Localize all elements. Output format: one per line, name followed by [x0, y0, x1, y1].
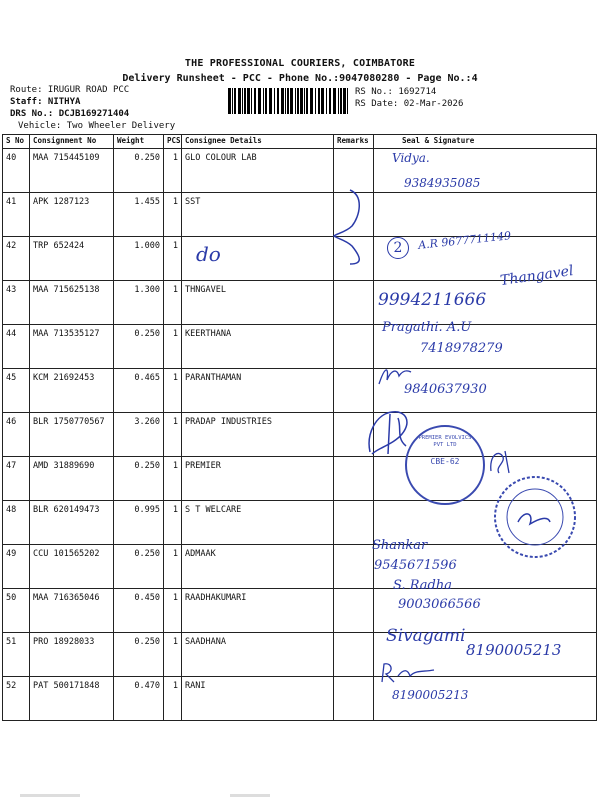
route-label: Route: IRUGUR ROAD PCC: [10, 85, 130, 95]
cell-consignee: S T WELCARE: [182, 501, 334, 545]
cell-consignment: MAA 716365046: [30, 589, 114, 633]
table-row: [3, 369, 597, 413]
barcode-bar: [281, 88, 284, 114]
table-row: [3, 677, 597, 721]
signature-row-44: Pragathi. A.U: [382, 320, 472, 335]
vehicle-label: Vehicle: Two Wheeler Delivery: [18, 121, 176, 131]
cell-remarks: [334, 325, 374, 369]
barcode-bar: [244, 88, 246, 114]
runsheet-table: [2, 134, 597, 721]
barcode-bar: [287, 88, 289, 114]
cell-weight: 3.260: [114, 413, 164, 457]
table-row: [3, 149, 597, 193]
col-remarks: Remarks: [334, 135, 374, 149]
barcode-bar: [228, 88, 231, 114]
cell-remarks: [334, 501, 374, 545]
cell-weight: 0.450: [114, 589, 164, 633]
barcode-bar: [234, 88, 236, 114]
barcode-bar: [242, 88, 243, 114]
cell-weight: 1.300: [114, 281, 164, 325]
cell-pcs: 1: [164, 237, 182, 281]
cell-consignee: ADMAAK: [182, 545, 334, 589]
cell-pcs: 1: [164, 589, 182, 633]
barcode-bar: [300, 88, 303, 114]
phone-row-40: 9384935085: [404, 176, 481, 190]
cell-sno: 43: [3, 281, 30, 325]
cell-consignment: PRO 18928033: [30, 633, 114, 677]
barcode-bar: [338, 88, 339, 114]
cell-remarks: [334, 633, 374, 677]
cell-consignee: RAADHAKUMARI: [182, 589, 334, 633]
barcode-bar: [232, 88, 233, 114]
cell-sno: 44: [3, 325, 30, 369]
barcode-bar: [238, 88, 241, 114]
table-row: [3, 589, 597, 633]
barcode-bar: [321, 88, 324, 114]
cell-sno: 47: [3, 457, 30, 501]
round-stamp-row-48: [490, 472, 580, 562]
cell-sno: 50: [3, 589, 30, 633]
cell-consignment: MAA 715625138: [30, 281, 114, 325]
rs-number: RS No.: 1692714: [355, 87, 437, 97]
col-sno: S No: [3, 135, 30, 149]
barcode-bar: [254, 88, 256, 114]
barcode-bar: [347, 88, 348, 114]
cell-weight: 0.250: [114, 545, 164, 589]
company-stamp: [405, 425, 485, 505]
cell-signature: [374, 193, 597, 237]
signature-row-52: [378, 660, 438, 686]
drs-number: DRS No.: DCJB169271404: [10, 109, 130, 119]
cell-consignment: MAA 713535127: [30, 325, 114, 369]
staff-label: Staff: NITHYA: [10, 97, 81, 107]
cell-sno: 40: [3, 149, 30, 193]
barcode-bar: [269, 88, 272, 114]
cell-pcs: 1: [164, 501, 182, 545]
barcode-bar: [326, 88, 327, 114]
cell-consignment: BLR 1750770567: [30, 413, 114, 457]
cell-weight: 1.455: [114, 193, 164, 237]
cell-consignee: PRADAP INDUSTRIES: [182, 413, 334, 457]
cell-pcs: 1: [164, 149, 182, 193]
phone-row-43: 9994211666: [378, 290, 487, 310]
circled-count: 2: [387, 237, 409, 259]
signature-row-49: Shankar: [372, 538, 428, 553]
barcode-bar: [297, 88, 299, 114]
cell-consignment: TRP 652424: [30, 237, 114, 281]
cell-weight: 1.000: [114, 237, 164, 281]
cell-sno: 46: [3, 413, 30, 457]
footer-edge: [0, 790, 600, 800]
barcode-bar: [274, 88, 275, 114]
cell-consignee: GLO COLOUR LAB: [182, 149, 334, 193]
barcode-bar: [315, 88, 316, 114]
cell-pcs: 1: [164, 281, 182, 325]
barcode-bar: [318, 88, 320, 114]
barcode-bar: [277, 88, 279, 114]
cell-pcs: 1: [164, 457, 182, 501]
cell-pcs: 1: [164, 545, 182, 589]
cell-sno: 49: [3, 545, 30, 589]
col-consignee: Consignee Details: [182, 135, 334, 149]
phone-row-49: 9545671596: [374, 558, 457, 573]
cell-sno: 45: [3, 369, 30, 413]
barcode-bar: [258, 88, 261, 114]
phone-row-45: 9840637930: [404, 382, 487, 397]
signature-row-40: Vidya.: [392, 151, 430, 165]
cell-remarks: [334, 281, 374, 325]
barcode-bar: [263, 88, 264, 114]
cell-sno: 42: [3, 237, 30, 281]
cell-consignment: AMD 31889690: [30, 457, 114, 501]
cell-sno: 51: [3, 633, 30, 677]
cell-sno: 41: [3, 193, 30, 237]
ditto-mark: do: [196, 242, 221, 266]
cell-weight: 0.470: [114, 677, 164, 721]
signature-row-43: Thangavel: [499, 262, 575, 290]
cell-weight: 0.250: [114, 633, 164, 677]
cell-consignee: SAADHANA: [182, 633, 334, 677]
runsheet-subtitle: Delivery Runsheet - PCC - Phone No.:9047080280 - Page No.:4: [122, 73, 478, 84]
barcode-bar: [247, 88, 250, 114]
signature-row-50: S. Radha: [393, 578, 452, 593]
col-pcs: PCS: [164, 135, 182, 149]
barcode-bar: [295, 88, 296, 114]
cell-sno: 48: [3, 501, 30, 545]
barcode-bar: [304, 88, 305, 114]
cell-pcs: 1: [164, 677, 182, 721]
col-signature: Seal & Signature: [374, 135, 597, 149]
phone-row-42: A.R 9677711149: [417, 229, 512, 252]
phone-row-51: 8190005213: [466, 641, 562, 659]
cell-weight: 0.995: [114, 501, 164, 545]
cell-weight: 0.250: [114, 325, 164, 369]
barcode-bar: [343, 88, 346, 114]
cell-consignment: BLR 620149473: [30, 501, 114, 545]
cell-consignee: PARANTHAMAN: [182, 369, 334, 413]
cell-weight: 0.250: [114, 149, 164, 193]
barcode-bar: [306, 88, 308, 114]
cell-weight: 0.250: [114, 457, 164, 501]
cell-pcs: 1: [164, 633, 182, 677]
cell-consignment: PAT 500171848: [30, 677, 114, 721]
col-consignment: Consignment No: [30, 135, 114, 149]
barcode-bar: [310, 88, 313, 114]
cell-consignee: KEERTHANA: [182, 325, 334, 369]
phone-row-52: 8190005213: [392, 688, 469, 702]
barcode-bar: [329, 88, 331, 114]
cell-pcs: 1: [164, 193, 182, 237]
cell-pcs: 1: [164, 325, 182, 369]
stamp-center-text: CBE-62: [430, 457, 460, 466]
cell-pcs: 1: [164, 413, 182, 457]
signature-row-51: Sivagami: [386, 626, 466, 646]
barcode-bar: [251, 88, 252, 114]
stamp-ring-text: PREMIER EVOLVICS PVT LTD: [418, 435, 472, 448]
table-row: [3, 325, 597, 369]
bracket-mark: [330, 186, 375, 266]
phone-row-50: 9003066566: [398, 597, 481, 612]
cell-consignee: RANI: [182, 677, 334, 721]
cell-remarks: [334, 677, 374, 721]
barcode-bar: [340, 88, 342, 114]
cell-remarks: [334, 589, 374, 633]
col-weight: Weight: [114, 135, 164, 149]
cell-consignment: MAA 715445109: [30, 149, 114, 193]
cell-sno: 52: [3, 677, 30, 721]
barcode-image: [228, 88, 352, 114]
barcode-bar: [265, 88, 267, 114]
cell-consignment: CCU 101565202: [30, 545, 114, 589]
cell-consignee: PREMIER: [182, 457, 334, 501]
rs-date: RS Date: 02-Mar-2026: [355, 99, 464, 109]
cell-consignment: KCM 21692453: [30, 369, 114, 413]
cell-consignment: APK 1287123: [30, 193, 114, 237]
barcode-bar: [285, 88, 286, 114]
phone-row-44: 7418978279: [420, 341, 503, 356]
cell-weight: 0.465: [114, 369, 164, 413]
cell-consignee: SST: [182, 193, 334, 237]
cell-pcs: 1: [164, 369, 182, 413]
table-header-row: [3, 135, 597, 149]
barcode-bar: [290, 88, 293, 114]
cell-remarks: [334, 545, 374, 589]
barcode-bar: [333, 88, 336, 114]
company-title: THE PROFESSIONAL COURIERS, COIMBATORE: [184, 58, 416, 69]
cell-consignee: THNGAVEL: [182, 281, 334, 325]
